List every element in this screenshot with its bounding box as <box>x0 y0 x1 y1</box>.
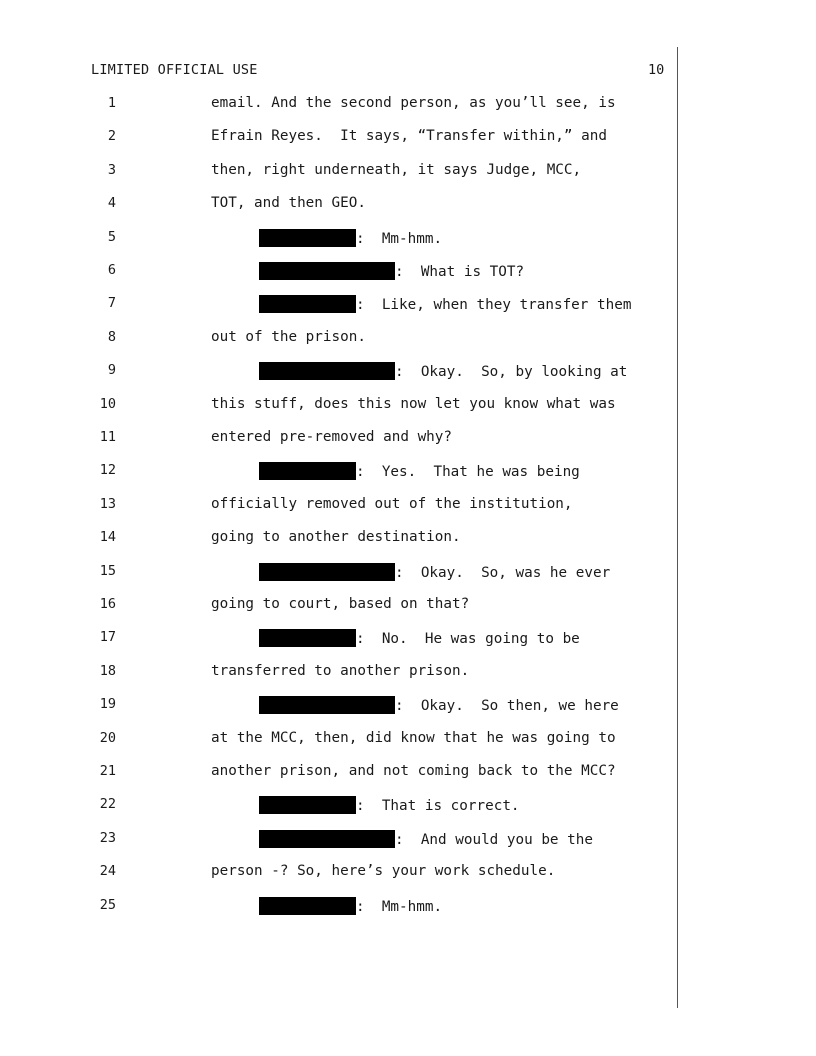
redacted-speaker-name <box>259 295 356 313</box>
line-number: 5 <box>107 228 116 245</box>
redacted-speaker-name <box>259 696 395 714</box>
line-number: 6 <box>107 262 116 278</box>
line-number: 25 <box>99 896 116 913</box>
line-number: 10 <box>99 395 116 412</box>
line-number: 19 <box>99 696 116 713</box>
line-text <box>211 329 366 345</box>
line-number: 23 <box>99 829 116 846</box>
page-number: 10 <box>648 62 665 78</box>
line-text <box>211 596 469 612</box>
transcript-line <box>0 429 676 449</box>
speaker-line <box>259 563 610 581</box>
line-text <box>211 95 616 111</box>
redacted-speaker-name <box>259 229 356 247</box>
line-text-content: : Yes. That he was being <box>356 464 580 481</box>
transcript-line <box>0 329 676 349</box>
line-text-content: at the MCC, then, did know that he was going to <box>211 729 616 746</box>
transcript-line <box>0 229 676 249</box>
transcript-line <box>0 830 676 850</box>
line-number: 1 <box>107 95 116 111</box>
transcript-line <box>0 629 676 649</box>
speaker-line <box>259 262 524 280</box>
line-number: 9 <box>107 362 116 379</box>
line-number: 11 <box>99 429 116 445</box>
transcript-line <box>0 863 676 883</box>
transcript-line <box>0 396 676 416</box>
line-text-content: : Mm-hmm. <box>356 230 443 247</box>
line-number: 8 <box>107 328 116 345</box>
line-text-content: email. And the second person, as you’ll see, is <box>211 95 616 111</box>
line-text-content: : No. He was going to be <box>356 631 580 648</box>
line-text-content: entered pre-removed and why? <box>211 429 453 445</box>
speaker-line <box>259 362 627 380</box>
line-text-content: officially removed out of the institution, <box>211 495 573 512</box>
transcript-line <box>0 362 676 382</box>
line-number: 12 <box>99 462 116 479</box>
redacted-speaker-name <box>259 830 395 848</box>
line-text-content: TOT, and then GEO. <box>211 195 366 212</box>
transcript-line <box>0 262 676 282</box>
line-text-content: going to another destination. <box>211 529 461 546</box>
line-number: 16 <box>99 596 116 612</box>
transcript-line <box>0 529 676 549</box>
transcript-line <box>0 763 676 783</box>
line-text <box>211 396 616 412</box>
transcript-line <box>0 95 676 115</box>
transcript-line <box>0 162 676 182</box>
line-text <box>211 195 366 211</box>
line-text-content: : Like, when they transfer them <box>356 297 632 314</box>
redacted-speaker-name <box>259 462 356 480</box>
speaker-line <box>259 830 593 848</box>
line-number: 17 <box>99 629 116 646</box>
line-text-content: out of the prison. <box>211 328 366 345</box>
line-number: 13 <box>99 495 116 512</box>
line-text-content: this stuff, does this now let you know what was <box>211 395 616 412</box>
transcript-line <box>0 730 676 750</box>
line-text <box>211 529 461 545</box>
line-number: 3 <box>107 161 116 178</box>
line-number: 20 <box>99 729 116 746</box>
line-text-content: then, right underneath, it says Judge, MCC, <box>211 161 582 178</box>
redacted-speaker-name <box>259 563 395 581</box>
line-text <box>211 429 452 445</box>
transcript-line <box>0 462 676 482</box>
transcript-line <box>0 897 676 917</box>
line-text-content: transferred to another prison. <box>211 662 470 679</box>
line-text <box>211 162 581 178</box>
line-number: 24 <box>99 863 116 880</box>
line-number: 7 <box>107 295 116 312</box>
classification-header: LIMITED OFFICIAL USE <box>91 62 258 78</box>
line-text <box>211 763 616 779</box>
transcript-line <box>0 796 676 816</box>
line-text <box>211 496 573 512</box>
line-text-content: : Okay. So, was he ever <box>395 564 611 581</box>
line-number: 18 <box>99 662 116 679</box>
speaker-line <box>259 295 631 313</box>
line-text-content: : Okay. So then, we here <box>395 698 619 715</box>
transcript-line <box>0 195 676 215</box>
line-text-content: : That is correct. <box>356 798 520 815</box>
transcript-line <box>0 128 676 148</box>
speaker-line <box>259 796 520 814</box>
transcript-line <box>0 596 676 616</box>
line-number: 22 <box>99 796 116 813</box>
line-text-content: person -? So, here’s your work schedule. <box>211 863 556 880</box>
line-text <box>211 863 555 879</box>
redacted-speaker-name <box>259 629 356 647</box>
transcript-line <box>0 663 676 683</box>
line-text-content: : Mm-hmm. <box>356 898 443 915</box>
redacted-speaker-name <box>259 897 356 915</box>
line-number: 14 <box>99 529 116 546</box>
line-text-content: going to court, based on that? <box>211 596 470 612</box>
line-text-content: another prison, and not coming back to the MCC? <box>211 763 616 779</box>
line-number: 2 <box>107 128 116 145</box>
line-text <box>211 663 469 679</box>
speaker-line <box>259 897 442 915</box>
line-number: 4 <box>107 195 116 212</box>
transcript-line <box>0 696 676 716</box>
redacted-speaker-name <box>259 362 395 380</box>
transcript-line <box>0 496 676 516</box>
line-text <box>211 730 616 746</box>
transcript-line <box>0 295 676 315</box>
right-margin-rule <box>677 47 678 1008</box>
line-text-content: : And would you be the <box>395 831 593 848</box>
line-text-content: Efrain Reyes. It says, “Transfer within,” and <box>211 128 607 145</box>
line-text-content: : What is TOT? <box>395 264 525 280</box>
speaker-line <box>259 229 442 247</box>
speaker-line <box>259 462 580 480</box>
transcript-line <box>0 563 676 583</box>
line-number: 21 <box>99 763 116 779</box>
speaker-line <box>259 696 619 714</box>
redacted-speaker-name <box>259 796 356 814</box>
line-text <box>211 128 607 144</box>
redacted-speaker-name <box>259 262 395 280</box>
line-number: 15 <box>99 562 116 579</box>
speaker-line <box>259 629 580 647</box>
line-text-content: : Okay. So, by looking at <box>395 364 628 381</box>
